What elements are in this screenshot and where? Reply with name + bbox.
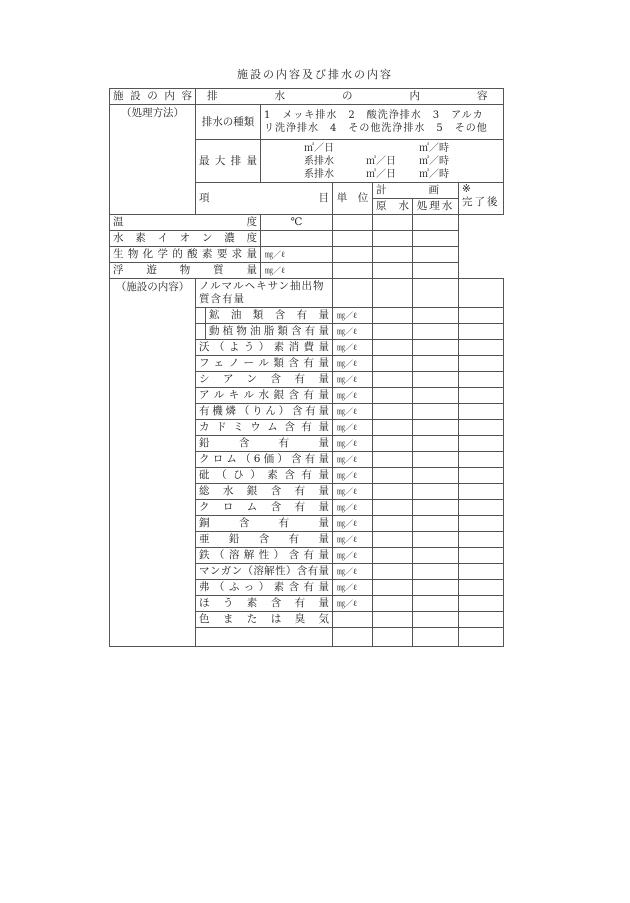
item-header-right: 目 <box>318 192 329 204</box>
drainage-type-line-1: 1 メッキ排水 2 酸洗浄排水 3 アルカ <box>264 110 484 121</box>
completed-value-cell[interactable] <box>459 324 504 340</box>
raw-value-cell[interactable] <box>373 340 413 356</box>
raw-value-cell[interactable] <box>373 356 413 372</box>
treated-value-cell[interactable] <box>413 356 459 372</box>
raw-value-cell[interactable] <box>373 596 413 612</box>
raw-value-cell[interactable] <box>373 500 413 516</box>
item-header <box>196 183 333 215</box>
item-unit <box>261 231 333 247</box>
raw-value-cell[interactable] <box>373 484 413 500</box>
treated-value-cell[interactable] <box>413 404 459 420</box>
header-char: の <box>342 90 353 102</box>
processing-method-label: （処理方法） <box>110 105 196 215</box>
item-name: 砒（ひ）素含有量 <box>196 468 333 484</box>
table-row <box>110 263 504 279</box>
treated-value-cell[interactable] <box>413 308 459 324</box>
item-name: 鉛含有量 <box>196 436 333 452</box>
item-name: 水素イオン濃度 <box>110 231 261 247</box>
item-name: ノルマルヘキサン抽出物質含有量 <box>196 279 333 308</box>
header-char: 水 <box>274 90 285 102</box>
completed-value-cell[interactable] <box>459 612 504 628</box>
table-row <box>110 215 504 231</box>
treated-value-cell[interactable] <box>413 468 459 484</box>
item-name: 有機燐（りん）含有量 <box>196 404 333 420</box>
plan-header: 計 画 <box>373 183 459 199</box>
item-name: マンガン（溶解性）含有量 <box>196 564 333 580</box>
item-unit: ㎎／ℓ <box>333 500 373 516</box>
item-unit: ㎎／ℓ <box>333 420 373 436</box>
item-name: 沃（よう）素消費量 <box>196 340 333 356</box>
raw-value-cell[interactable] <box>373 548 413 564</box>
completed-value-cell[interactable] <box>459 388 504 404</box>
raw-value-cell[interactable] <box>373 388 413 404</box>
raw-value-cell[interactable] <box>373 612 413 628</box>
document-title: 施設の内容及び排水の内容 <box>237 68 393 81</box>
facility-drainage-form <box>109 88 504 647</box>
item-unit: ㎎／ℓ <box>261 263 333 279</box>
completed-value-cell[interactable] <box>459 468 504 484</box>
header-row <box>110 89 504 105</box>
item-name: 鉱油類含有量 <box>206 308 333 324</box>
item-unit: ㎎／ℓ <box>261 247 333 263</box>
treated-value-cell[interactable] <box>413 580 459 596</box>
item-name <box>196 628 333 647</box>
treated-value-cell[interactable] <box>413 516 459 532</box>
treated-value-cell[interactable] <box>413 324 459 340</box>
completed-value-cell[interactable] <box>413 247 459 263</box>
raw-value-cell[interactable] <box>373 436 413 452</box>
treated-water-header: 処理水 <box>413 199 459 215</box>
completed-label: 完了後 <box>462 196 500 208</box>
item-unit: ㎎／ℓ <box>333 452 373 468</box>
treated-value-cell[interactable] <box>373 263 413 279</box>
raw-value-cell[interactable] <box>373 564 413 580</box>
item-name: 総水銀含有量 <box>196 484 333 500</box>
treated-value-cell[interactable] <box>373 231 413 247</box>
max-discharge-label: 最大排量 <box>196 140 261 183</box>
item-unit: ㎎／ℓ <box>333 340 373 356</box>
table-row <box>110 231 504 247</box>
item-unit: ℃ <box>261 215 333 231</box>
item-unit: ㎎／ℓ <box>333 596 373 612</box>
item-unit: ㎎／ℓ <box>333 436 373 452</box>
treated-value-cell[interactable] <box>413 548 459 564</box>
item-name: フェノール類含有量 <box>196 356 333 372</box>
treated-value-cell[interactable] <box>373 247 413 263</box>
system-drain-day-unit: ㎥／日 <box>366 168 396 180</box>
item-name: アルキル水銀含有量 <box>196 388 333 404</box>
table-row <box>110 279 504 308</box>
item-unit: ㎎／ℓ <box>333 484 373 500</box>
drainage-type-options <box>261 105 504 140</box>
completed-value-cell[interactable] <box>459 596 504 612</box>
completed-value-cell[interactable] <box>459 340 504 356</box>
item-unit: ㎎／ℓ <box>333 356 373 372</box>
raw-value-cell[interactable] <box>373 452 413 468</box>
indent-spacer <box>196 324 206 340</box>
raw-value-cell[interactable] <box>373 628 413 647</box>
max-discharge-values <box>261 140 504 183</box>
item-name: シアン含有量 <box>196 372 333 388</box>
completed-value-cell[interactable] <box>459 308 504 324</box>
item-unit: ㎎／ℓ <box>333 372 373 388</box>
completed-value-cell[interactable] <box>459 356 504 372</box>
drainage-type-line-2: リ洗浄排水 4 その他洗浄排水 5 その他 <box>264 123 488 134</box>
raw-value-cell[interactable] <box>373 532 413 548</box>
header-char: 容 <box>477 90 488 102</box>
system-drain-label: 系排水 <box>304 155 334 167</box>
completed-header <box>459 183 504 215</box>
item-unit: ㎎／ℓ <box>333 468 373 484</box>
completed-value-cell[interactable] <box>459 580 504 596</box>
table-row <box>110 247 504 263</box>
item-name: 生物化学的酸素要求量 <box>110 247 261 263</box>
item-unit <box>333 279 373 308</box>
raw-value-cell[interactable] <box>373 420 413 436</box>
completed-value-cell[interactable] <box>413 263 459 279</box>
completed-value-cell[interactable] <box>459 500 504 516</box>
treated-value-cell[interactable] <box>413 420 459 436</box>
item-name: 弗（ふっ）素含有量 <box>196 580 333 596</box>
completed-value-cell[interactable] <box>459 628 504 647</box>
item-name: 亜鉛含有量 <box>196 532 333 548</box>
item-unit: ㎎／ℓ <box>333 564 373 580</box>
raw-value-cell[interactable] <box>373 308 413 324</box>
system-drain-hour-unit: ㎥／時 <box>419 168 449 180</box>
treated-value-cell[interactable] <box>413 612 459 628</box>
completed-value-cell[interactable] <box>459 436 504 452</box>
completed-value-cell[interactable] <box>459 404 504 420</box>
completed-value-cell[interactable] <box>459 516 504 532</box>
raw-value-cell[interactable] <box>373 279 413 308</box>
item-name: クロム含有量 <box>196 500 333 516</box>
completed-value-cell[interactable] <box>459 564 504 580</box>
completed-value-cell[interactable] <box>459 532 504 548</box>
raw-value-cell[interactable] <box>373 324 413 340</box>
item-name: ほう素含有量 <box>196 596 333 612</box>
system-drain-hour-unit: ㎥／時 <box>419 155 449 167</box>
treated-value-cell[interactable] <box>413 564 459 580</box>
drainage-type-row <box>110 105 504 140</box>
item-unit <box>333 628 373 647</box>
treated-value-cell[interactable] <box>413 372 459 388</box>
unit-header: 単 位 <box>333 183 373 215</box>
item-unit: ㎎／ℓ <box>333 324 373 340</box>
raw-value-cell[interactable] <box>333 231 373 247</box>
raw-value-cell[interactable] <box>333 263 373 279</box>
note-mark: ※ <box>462 183 471 195</box>
facility-content-label: （施設の内容） <box>110 279 196 647</box>
treated-value-cell[interactable] <box>413 628 459 647</box>
treated-value-cell[interactable] <box>413 388 459 404</box>
treated-value-cell[interactable] <box>373 215 413 231</box>
raw-value-cell[interactable] <box>373 580 413 596</box>
raw-value-cell[interactable] <box>373 404 413 420</box>
raw-value-cell[interactable] <box>333 247 373 263</box>
drainage-type-label: 排水の種類 <box>196 105 261 140</box>
item-name: カドミウム含有量 <box>196 420 333 436</box>
completed-value-cell[interactable] <box>413 231 459 247</box>
header-drainage-content <box>196 89 504 105</box>
completed-value-cell[interactable] <box>459 484 504 500</box>
completed-value-cell[interactable] <box>459 279 504 308</box>
raw-water-header: 原 水 <box>373 199 413 215</box>
raw-value-cell[interactable] <box>373 372 413 388</box>
treated-value-cell[interactable] <box>413 452 459 468</box>
item-name: 温度 <box>110 215 261 231</box>
completed-value-cell[interactable] <box>413 215 459 231</box>
treated-value-cell[interactable] <box>413 484 459 500</box>
item-name: クロム（6価）含有量 <box>196 452 333 468</box>
item-name: 鉄（溶解性）含有量 <box>196 548 333 564</box>
treated-value-cell[interactable] <box>413 340 459 356</box>
system-drain-label: 系排水 <box>304 168 334 180</box>
treated-value-cell[interactable] <box>413 436 459 452</box>
system-drain-day-unit: ㎥／日 <box>366 155 396 167</box>
treated-value-cell[interactable] <box>413 596 459 612</box>
item-name: 色または臭気 <box>196 612 333 628</box>
completed-value-cell[interactable] <box>459 452 504 468</box>
item-name: 浮遊物質量 <box>110 263 261 279</box>
raw-value-cell[interactable] <box>333 215 373 231</box>
completed-value-cell[interactable] <box>459 372 504 388</box>
header-char: 内 <box>409 90 420 102</box>
completed-value-cell[interactable] <box>459 548 504 564</box>
item-unit: ㎎／ℓ <box>333 548 373 564</box>
item-unit: ㎎／ℓ <box>333 516 373 532</box>
indent-spacer <box>196 308 206 324</box>
item-unit: ㎎／ℓ <box>333 580 373 596</box>
header-char: 排 <box>207 90 218 102</box>
item-unit: ㎎／ℓ <box>333 308 373 324</box>
treated-value-cell[interactable] <box>413 500 459 516</box>
item-unit: ㎎／ℓ <box>333 532 373 548</box>
treated-value-cell[interactable] <box>413 279 459 308</box>
item-header-left: 項 <box>199 192 210 204</box>
treated-value-cell[interactable] <box>413 532 459 548</box>
item-unit: ㎎／ℓ <box>333 404 373 420</box>
raw-value-cell[interactable] <box>373 468 413 484</box>
header-facility-content: 施設の内容 <box>110 89 196 105</box>
max-discharge-day-unit: ㎥／日 <box>304 142 334 154</box>
item-name: 銅含有量 <box>196 516 333 532</box>
completed-value-cell[interactable] <box>459 420 504 436</box>
max-discharge-hour-unit: ㎥／時 <box>419 142 449 154</box>
item-unit: ㎎／ℓ <box>333 388 373 404</box>
raw-value-cell[interactable] <box>373 516 413 532</box>
item-name: 動植物油脂類含有量 <box>206 324 333 340</box>
item-unit <box>333 612 373 628</box>
